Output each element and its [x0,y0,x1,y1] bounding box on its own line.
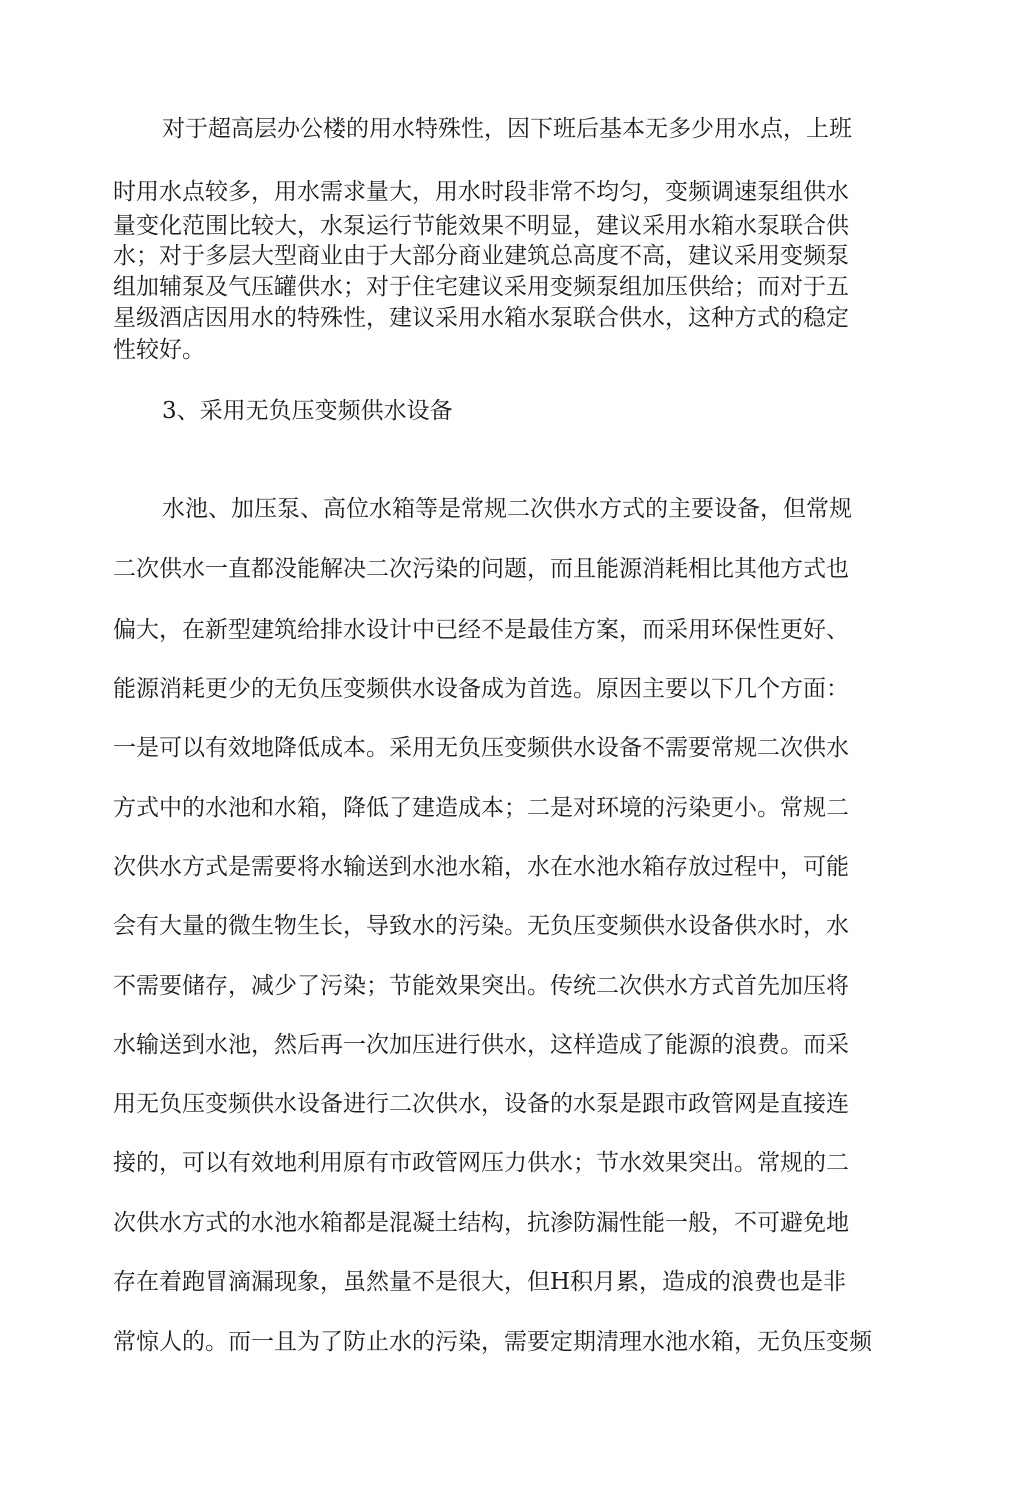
paragraph-line: 不需要储存，减少了污染；节能效果突出。传统二次供水方式首先加压将 [113,973,849,999]
paragraph-line: 接的，可以有效地利用原有市政管网压力供水；节水效果突出。常规的二 [113,1150,849,1176]
paragraph-line: 常惊人的。而一且为了防止水的污染，需要定期清理水池水箱，无负压变频 [113,1329,872,1355]
paragraph-line: 性较好。 [113,337,205,363]
paragraph-line: 时用水点较多，用水需求量大，用水时段非常不均匀，变频调速泵组供水 [113,179,849,205]
paragraph-line: 一是可以有效地降低成本。采用无负压变频供水设备不需要常规二次供水 [113,735,849,761]
paragraph-line: 组加辅泵及气压罐供水；对于住宅建议采用变频泵组加压供给；而对于五 [113,274,849,300]
paragraph-line: 二次供水一直都没能解决二次污染的问题，而且能源消耗相比其他方式也 [113,556,849,582]
paragraph-line: 水池、加压泵、高位水箱等是常规二次供水方式的主要设备，但常规 [162,496,852,522]
paragraph-line: 存在着跑冒滴漏现象，虽然量不是很大，但H积月累，造成的浪费也是非 [113,1269,847,1295]
section-heading: 3、采用无负压变频供水设备 [162,398,453,424]
paragraph-line: 对于超高层办公楼的用水特殊性，因下班后基本无多少用水点，上班 [162,116,852,142]
paragraph-line: 会有大量的微生物生长，导致水的污染。无负压变频供水设备供水时，水 [113,913,849,939]
paragraph-line: 次供水方式是需要将水输送到水池水箱，水在水池水箱存放过程中，可能 [113,854,849,880]
paragraph-line: 偏大，在新型建筑给排水设计中已经不是最佳方案，而采用环保性更好、 [113,617,849,643]
paragraph-line: 次供水方式的水池水箱都是混凝土结构，抗渗防漏性能一般，不可避免地 [113,1210,849,1236]
paragraph-line: 用无负压变频供水设备进行二次供水，设备的水泵是跟市政管网是直接连 [113,1091,849,1117]
paragraph-line: 水；对于多层大型商业由于大部分商业建筑总高度不高，建议采用变频泵 [113,243,849,269]
paragraph-line: 量变化范围比较大，水泵运行节能效果不明显，建议采用水箱水泵联合供 [113,213,849,239]
paragraph-line: 方式中的水池和水箱，降低了建造成本；二是对环境的污染更小。常规二 [113,795,849,821]
paragraph-line: 星级酒店因用水的特殊性，建议采用水箱水泵联合供水，这种方式的稳定 [113,305,849,331]
paragraph-line: 水输送到水池，然后再一次加压进行供水，这样造成了能源的浪费。而采 [113,1032,849,1058]
paragraph-line: 能源消耗更少的无负压变频供水设备成为首选。原因主要以下几个方面： [113,676,849,702]
